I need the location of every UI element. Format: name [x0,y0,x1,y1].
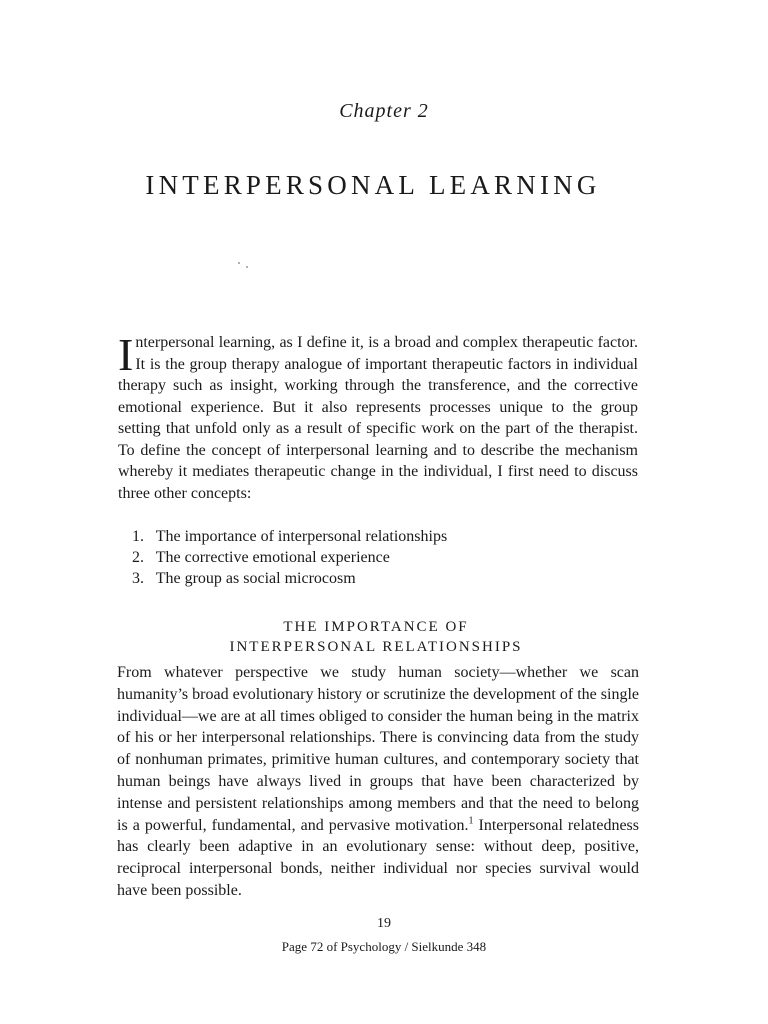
list-item-text: The importance of interpersonal relationships [155,528,448,545]
footnote-marker: 1 [468,815,474,827]
paragraph-text: From whatever perspective we study human society—whether we scan humanity’s broad evolutionary history or scrutinize the development of the single individual—we are at all times obliged to consider the human being in the matrix of his or her interpersonal relationships. There is convincing data from the study of nonhuman primates, primitive human cultures, and contemporary society that human beings have always lived in groups that have been characterized by intense and persistent relationships among members and that the need to belong is a powerful, fundamental, and pervasive motivation. [117,664,639,834]
section-paragraph [117,662,639,902]
list-item [132,568,612,589]
list-item-text: The corrective emotional experience [155,549,390,566]
list-item-text: The group as social microcosm [155,570,356,587]
paragraph-text-continued: Interpersonal relatedness has clearly been adaptive in an evolutionary sense: without deep, positive, reciprocal interpersonal bonds, neither individual nor species survival would have been possible. [117,816,640,899]
intro-text: nterpersonal learning, as I define it, is a broad and complex therapeutic factor. It is the group therapy analogue of important therapeutic factors in individual therapy such as insight, working through the transference, and the corrective emotional experience. But it also represents processes unique to the group setting that unfold only as a result of specific work on the part of the therapist. To define the concept of interpersonal learning and to describe the mechanism whereby it mediates therapeutic change in the individual, I first need to discuss three other concepts: [118,334,638,502]
scan-speck [238,262,240,264]
list-item [132,547,612,568]
drop-cap: I [118,329,134,380]
chapter-title: INTERPERSONAL LEARNING [145,170,601,200]
chapter-label: Chapter 2 [339,100,429,122]
concept-list [132,526,612,589]
list-item-number: 3. [132,570,144,587]
page-footer: Page 72 of Psychology / Sielkunde 348 [281,939,487,954]
list-item-number: 1. [132,528,144,545]
list-item [132,526,612,547]
section-heading-line-1: THE IMPORTANCE OF [283,619,469,635]
scan-speck [246,266,248,268]
section-heading [96,617,656,657]
page-number: 19 [377,916,391,931]
section-heading-line-2: INTERPERSONAL RELATIONSHIPS [229,639,523,655]
list-item-number: 2. [132,549,144,566]
intro-paragraph [118,329,638,504]
